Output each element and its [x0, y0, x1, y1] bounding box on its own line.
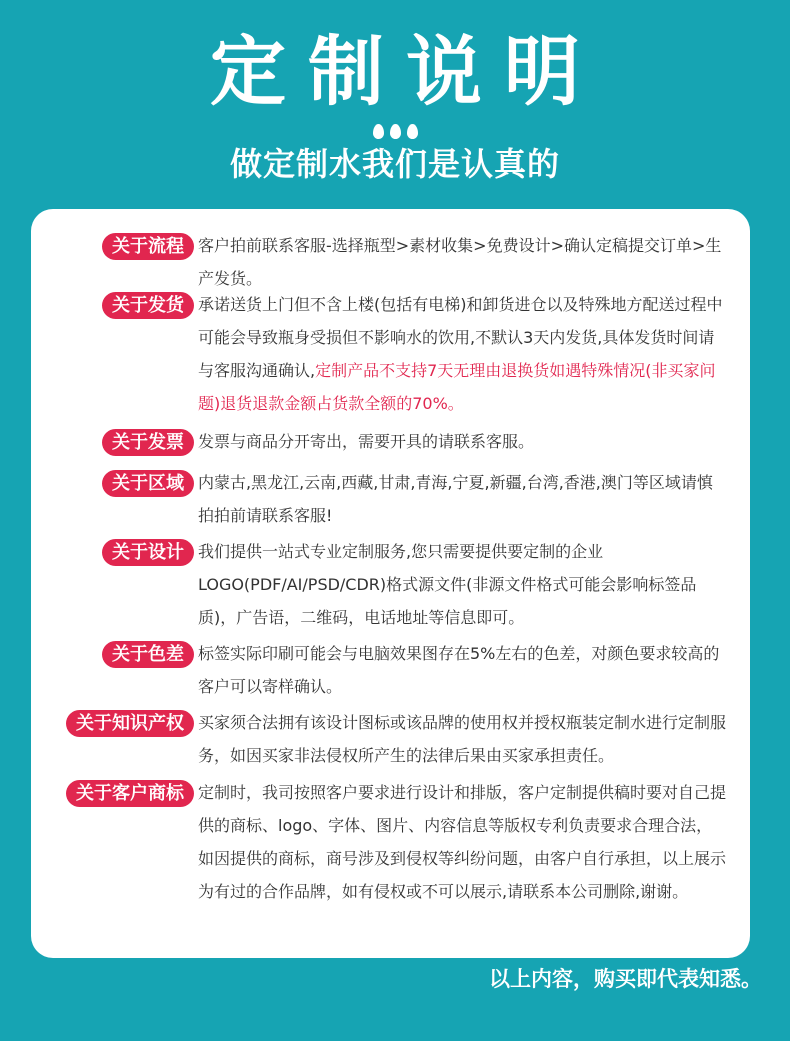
section-tag: 关于色差	[102, 641, 194, 668]
page-subtitle: 做定制水我们是认真的	[229, 145, 560, 183]
section-text: 标签实际印刷可能会与电脑效果图存在5%左右的色差，对颜色要求较高的客户可以寄样确认。	[198, 644, 720, 696]
section-tag: 关于发票	[102, 429, 194, 456]
water-drop-icon	[373, 124, 384, 139]
section-tag: 关于流程	[102, 233, 194, 260]
section-tag: 关于客户商标	[66, 780, 194, 807]
section-text	[198, 288, 728, 420]
section-tag: 关于设计	[102, 539, 194, 566]
section-text: 发票与商品分开寄出，需要开具的请联系客服。	[198, 432, 535, 451]
section-text-body: 承诺送货上门但不含上楼(包括有电梯)和卸货进仓以及特殊地方配送过程中可能会导致瓶身受损但不影响水的饮用,不默认3天内发货,具体发货时间请与客服沟通确认,	[198, 295, 723, 380]
water-drops-decoration	[0, 124, 790, 139]
section-tag: 关于区域	[102, 470, 194, 497]
section-text: 客户拍前联系客服-选择瓶型>素材收集>免费设计>确认定稿提交订单>生产发货。	[198, 236, 722, 288]
footer-note: 以上内容，购买即代表知悉。	[489, 967, 762, 991]
page-title: 定制说明	[210, 27, 602, 116]
section-tag: 关于发货	[102, 292, 194, 319]
section-text: 内蒙古,黑龙江,云南,西藏,甘肃,青海,宁夏,新疆,台湾,香港,澳门等区域请慎拍拍前请联系客服!	[198, 473, 713, 525]
section-text: 买家须合法拥有该设计图标或该品牌的使用权并授权瓶装定制水进行定制服务，如因买家非法侵权所产生的法律后果由买家承担责任。	[198, 713, 727, 765]
section-text: 定制时，我司按照客户要求进行设计和排版，客户定制提供稿时要对自己提供的商标、logo、字体、图片、内容信息等版权专利负责要求合理合法，如因提供的商标，商号涉及到侵权等纠纷问题，由客户自行承担，以上展示为有过的合作品牌，如有侵权或不可以展示,请联系本公司删除,谢谢。	[198, 783, 727, 901]
return-policy-warning: 定制产品不支持7天无理由退换货如遇特殊情况(非买家问题)退货退款金额占货款全额的70%。	[198, 361, 716, 413]
water-drop-icon	[390, 124, 401, 139]
section-tag: 关于知识产权	[66, 710, 194, 737]
water-drop-icon	[407, 124, 418, 139]
info-card	[31, 209, 750, 958]
section-text: 我们提供一站式专业定制服务,您只需要提供要定制的企业LOGO(PDF/AI/PSD/CDR)格式源文件(非源文件格式可能会影响标签品质)，广告语，二维码，电话地址等信息即可。	[198, 542, 697, 627]
